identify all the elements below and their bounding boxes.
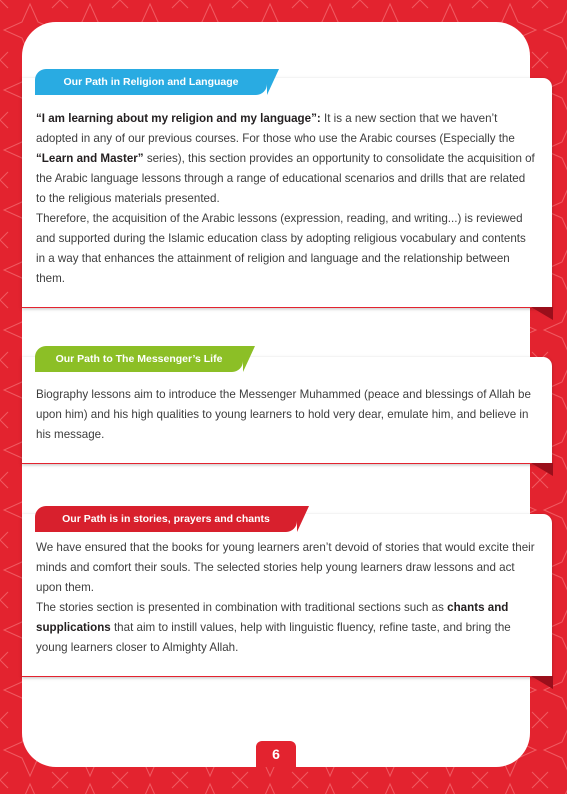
section-body [22, 78, 552, 289]
tab-tail [267, 69, 279, 95]
paragraph: Biography lessons aim to introduce the Messenger Muhammed (peace and blessings of Allah be upon him) and his high qualities to young learners to hold very dear, emulate him, and believe in his message. [36, 388, 531, 441]
page-number: 6 [256, 741, 296, 767]
ribbon-fold [531, 307, 553, 320]
section-title: Our Path is in stories, prayers and chants [62, 513, 270, 525]
paragraph-text: It is a new section that we haven’t adopted in any of our previous courses. For those who use the Arabic courses (Especially the [36, 112, 515, 145]
section-title-tab [35, 69, 267, 95]
paragraph-text: series), this section provides an opportunity to consolidate the acquisition of the Arabic language lessons through a range of educational scenarios and drills that are related to the religious materials presented. [36, 152, 535, 205]
tab-tail [297, 506, 309, 532]
section-religion-language [22, 78, 552, 308]
paragraph [36, 109, 538, 209]
section-body [22, 514, 552, 658]
paragraph: We have ensured that the books for young learners aren’t devoid of stories that would excite their minds and comfort their souls. The selected stories help young learners draw lessons and act upon them. [36, 541, 535, 594]
paragraph-text: The stories section is presented in combination with traditional sections such as [36, 601, 448, 614]
bold-lead: “I am learning about my religion and my language”: [36, 112, 321, 125]
section-stories-prayers-chants [22, 514, 552, 677]
section-title: Our Path to The Messenger’s Life [55, 353, 223, 365]
paragraph [36, 598, 538, 658]
bold-chants: chants and supplications [36, 601, 509, 634]
ribbon-fold [531, 463, 553, 476]
section-title: Our Path in Religion and Language [63, 76, 239, 88]
tab-tail [243, 346, 255, 372]
bold-series-name: “Learn and Master” [36, 152, 144, 165]
section-title-tab [35, 346, 243, 372]
ribbon-fold [531, 676, 553, 689]
paragraph: Therefore, the acquisition of the Arabic lessons (expression, reading, and writing...) is reviewed and supported during the Islamic education class by adopting religious vocabulary and contents in a way that enhances the attainment of religion and language and the relationship between them. [36, 212, 526, 285]
section-messenger-life [22, 357, 552, 464]
paragraph-text: that aim to instill values, help with linguistic fluency, refine taste, and bring the young learners closer to Almighty Allah. [36, 621, 511, 654]
section-title-tab [35, 506, 297, 532]
